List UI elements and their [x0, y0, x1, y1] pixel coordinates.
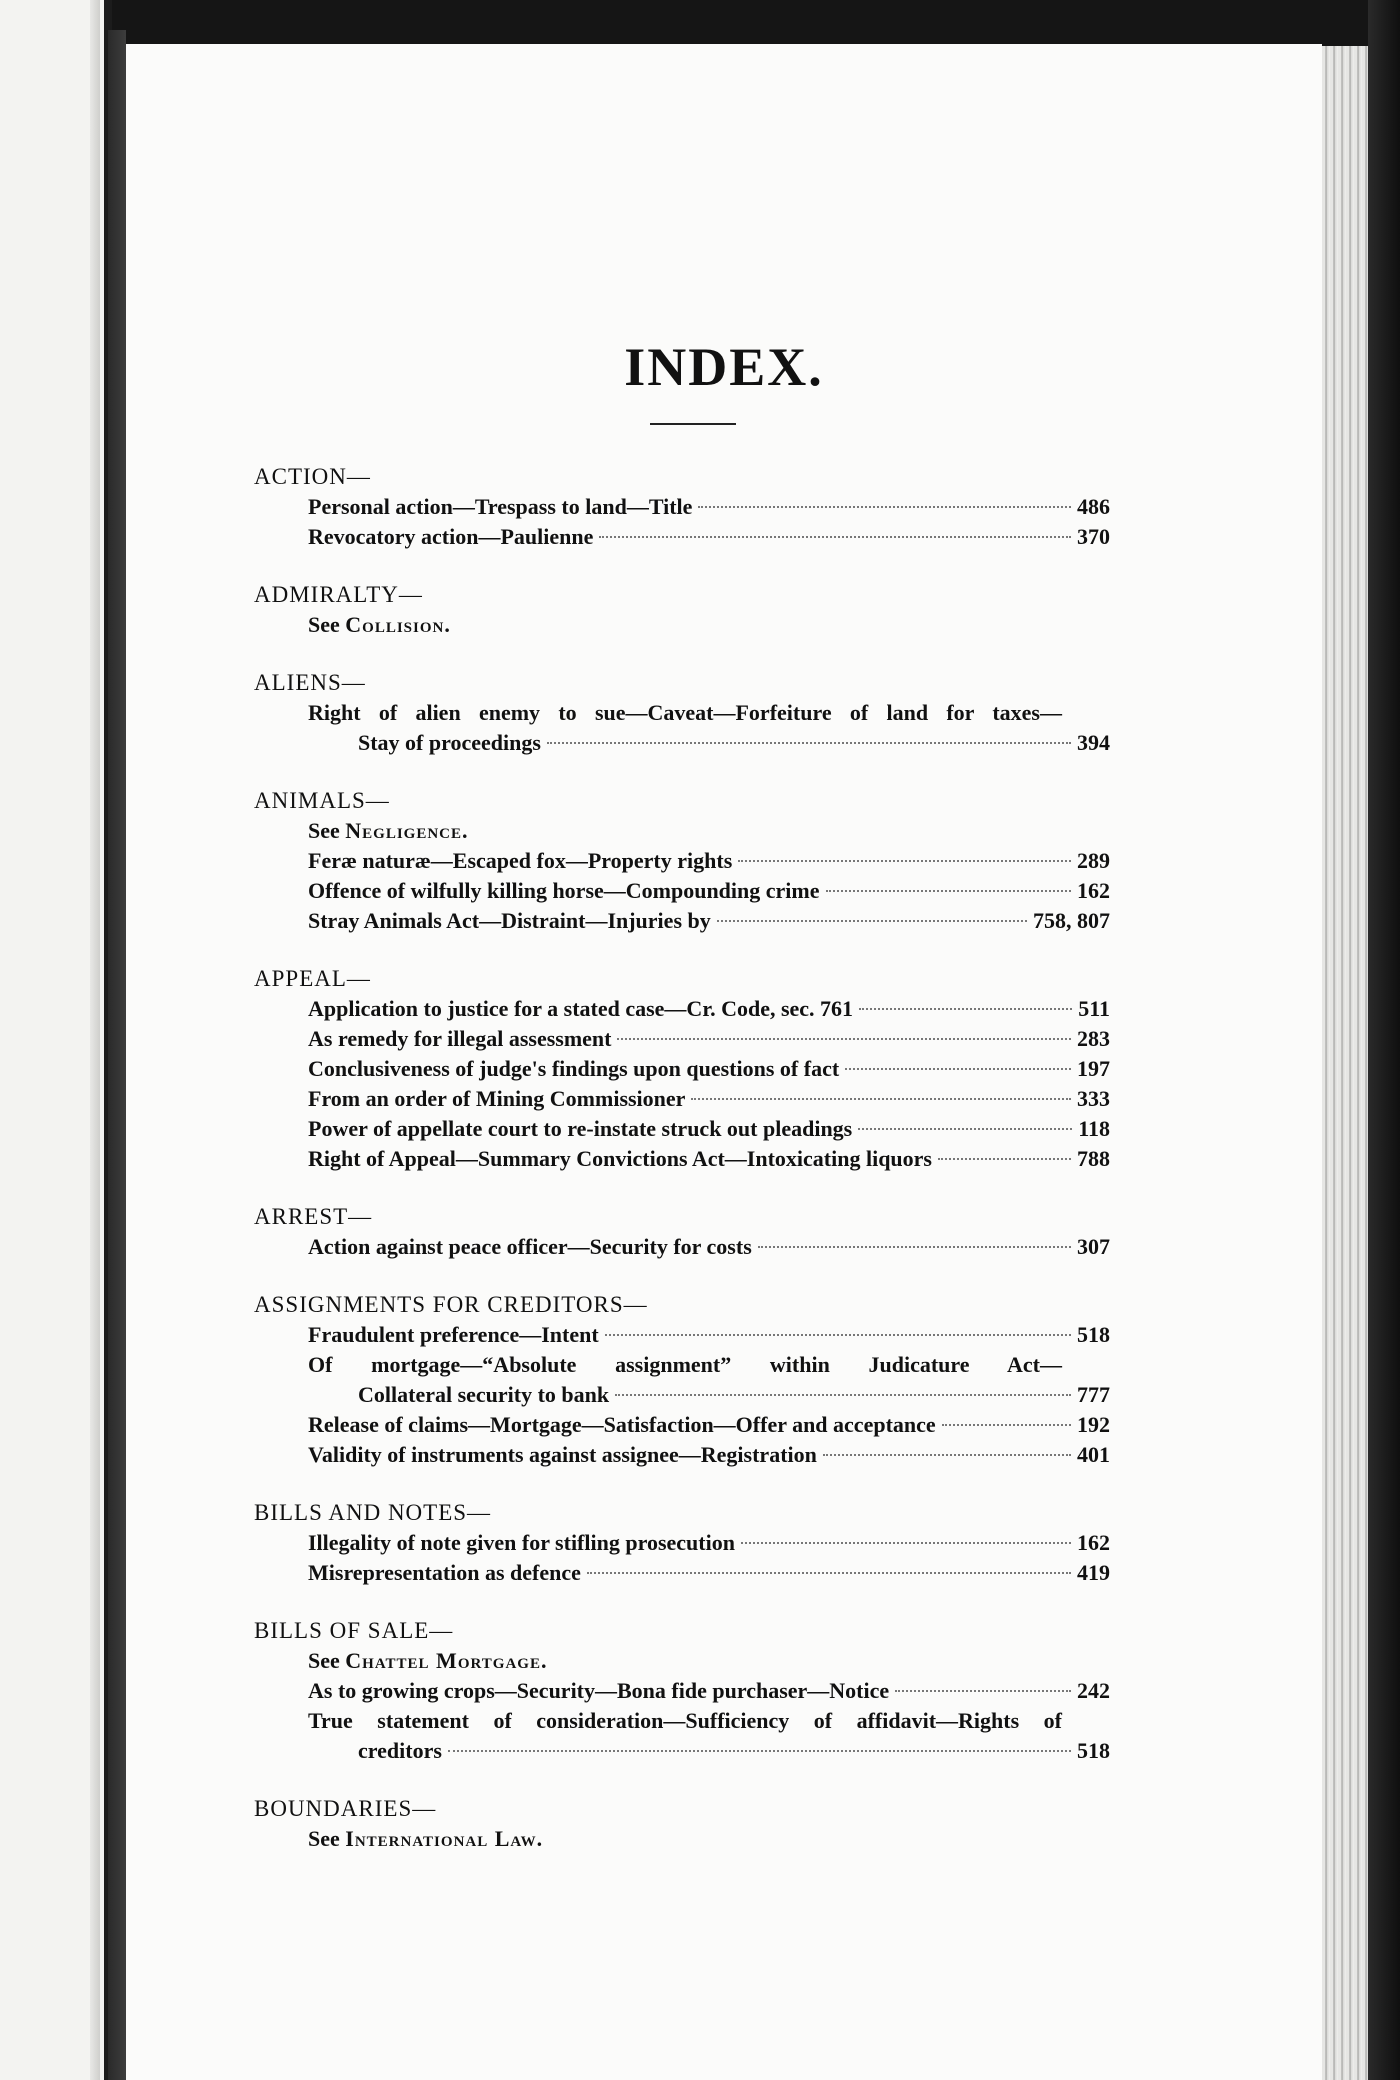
see-prefix: See: [308, 1648, 340, 1673]
dot-leader: [758, 1246, 1071, 1248]
index-entry: [254, 1054, 1110, 1084]
entry-text: Application to justice for a stated case—Cr. Code, sec. 761: [308, 996, 854, 1021]
index-heading: ANIMALS—: [254, 788, 390, 813]
entry-text-line2: Stay of proceedings: [358, 730, 541, 755]
see-target: Chattel Mortgage.: [345, 1648, 548, 1673]
entry-text: Personal action—Trespass to land—Title: [308, 494, 693, 519]
index-entry: [254, 1410, 1110, 1440]
index-entry: [254, 1528, 1110, 1558]
see-reference: [254, 816, 1110, 846]
dot-leader: [605, 1334, 1071, 1336]
entry-page: 242: [1077, 1678, 1110, 1703]
index-entry: [254, 522, 1110, 552]
see-reference: [254, 1646, 1110, 1676]
index-entry: [254, 1676, 1110, 1706]
dot-leader: [938, 1158, 1071, 1160]
entry-text: Power of appellate court to re-instate struck out pleadings: [308, 1116, 853, 1141]
dot-leader: [615, 1394, 1071, 1396]
facing-page-edge: [0, 0, 112, 2080]
entry-page: 486: [1077, 494, 1110, 519]
entry-text-line1: Of mortgage—“Absolute assignment” within Judicature Act—: [308, 1352, 1062, 1377]
index-entry: [254, 1084, 1110, 1114]
dot-leader: [942, 1424, 1071, 1426]
index-entry: [254, 1320, 1110, 1350]
index-entry: [254, 876, 1110, 906]
entry-text: Offence of wilfully killing horse—Compounding crime: [308, 878, 820, 903]
book-gutter: [108, 30, 126, 2080]
dot-leader: [617, 1038, 1071, 1040]
entry-text: From an order of Mining Commissioner: [308, 1086, 686, 1111]
index-entry: [254, 492, 1110, 522]
entry-page: 511: [1078, 996, 1110, 1021]
entry-page: 401: [1077, 1442, 1110, 1467]
dot-leader: [587, 1572, 1071, 1574]
see-target: Negligence.: [345, 818, 469, 843]
page-stack-edge: [1322, 46, 1368, 2080]
index-entry: [254, 994, 1110, 1024]
index-entry: [254, 728, 1110, 758]
entry-page: 289: [1077, 848, 1110, 873]
entry-page: 197: [1077, 1056, 1110, 1081]
entry-text: As remedy for illegal assessment: [308, 1026, 612, 1051]
dot-leader: [823, 1454, 1071, 1456]
index-heading: ACTION—: [254, 464, 371, 489]
index-entry: [254, 1114, 1110, 1144]
dot-leader: [691, 1098, 1071, 1100]
entry-text: Right of Appeal—Summary Convictions Act—Intoxicating liquors: [308, 1146, 932, 1171]
see-reference: [254, 610, 1110, 640]
dot-leader: [741, 1542, 1071, 1544]
dot-leader: [698, 506, 1071, 508]
entry-page: 283: [1077, 1026, 1110, 1051]
page-title: INDEX.: [624, 337, 824, 397]
index-heading: BOUNDARIES—: [254, 1796, 437, 1821]
entry-page: 307: [1077, 1234, 1110, 1259]
index-heading: BILLS OF SALE—: [254, 1618, 454, 1643]
entry-text: Feræ naturæ—Escaped fox—Property rights: [308, 848, 733, 873]
index-entry: [254, 1144, 1110, 1174]
entry-page: 118: [1078, 1116, 1110, 1141]
title-rule: [650, 423, 736, 425]
entry-text: Stray Animals Act—Distraint—Injuries by: [308, 908, 711, 933]
entry-text-line2: Collateral security to bank: [358, 1382, 610, 1407]
entry-text: Fraudulent preference—Intent: [308, 1322, 599, 1347]
entry-text: Action against peace officer—Security for costs: [308, 1234, 752, 1259]
entry-page: 333: [1077, 1086, 1110, 1111]
dot-leader: [826, 890, 1072, 892]
entry-text: Illegality of note given for stifling prosecution: [308, 1530, 735, 1555]
index-heading: ARREST—: [254, 1204, 373, 1229]
entry-page: 192: [1077, 1412, 1110, 1437]
entry-page: 162: [1077, 1530, 1110, 1555]
index-entries: [254, 462, 1110, 1854]
entry-page: 518: [1077, 1322, 1110, 1347]
book-cover-edge: [1368, 0, 1400, 2080]
entry-text: Misrepresentation as defence: [308, 1560, 581, 1585]
entry-page: 162: [1077, 878, 1110, 903]
entry-text: Conclusiveness of judge's findings upon questions of fact: [308, 1056, 840, 1081]
index-entry: [254, 1736, 1110, 1766]
dot-leader: [717, 920, 1027, 922]
index-heading: BILLS AND NOTES—: [254, 1500, 492, 1525]
entry-text: As to growing crops—Security—Bona fide purchaser—Notice: [308, 1678, 890, 1703]
see-prefix: See: [308, 612, 340, 637]
index-entry: [254, 1380, 1110, 1410]
see-reference: [254, 1824, 1110, 1854]
index-entry: [254, 1232, 1110, 1262]
index-entry: [254, 906, 1110, 936]
see-prefix: See: [308, 1826, 340, 1851]
entry-text-line2: creditors: [358, 1738, 442, 1763]
entry-page: 394: [1077, 730, 1110, 755]
see-target: Collision.: [345, 612, 451, 637]
index-heading: ASSIGNMENTS FOR CREDITORS—: [254, 1292, 648, 1317]
dot-leader: [738, 860, 1071, 862]
dot-leader: [859, 1008, 1072, 1010]
entry-text-line1: Right of alien enemy to sue—Caveat—Forfeiture of land for taxes—: [308, 700, 1062, 725]
dot-leader: [895, 1690, 1071, 1692]
see-prefix: See: [308, 818, 340, 843]
see-target: International Law.: [345, 1826, 544, 1851]
entry-text-line1: True statement of consideration—Sufficiency of affidavit—Rights of: [308, 1708, 1062, 1733]
index-heading: APPEAL—: [254, 966, 371, 991]
entry-page: 370: [1077, 524, 1110, 549]
dot-leader: [858, 1128, 1072, 1130]
index-entry: [254, 1558, 1110, 1588]
entry-page: 419: [1077, 1560, 1110, 1585]
entry-text: Validity of instruments against assignee—Registration: [308, 1442, 817, 1467]
index-entry: [254, 1024, 1110, 1054]
index-entry: [254, 846, 1110, 876]
dot-leader: [547, 742, 1071, 744]
entry-page: 777: [1077, 1382, 1110, 1407]
dot-leader: [599, 536, 1071, 538]
dot-leader: [845, 1068, 1071, 1070]
index-heading: ADMIRALTY—: [254, 582, 423, 607]
dot-leader: [448, 1750, 1071, 1752]
index-entry: [254, 1440, 1110, 1470]
entry-page: 758, 807: [1033, 908, 1110, 933]
entry-page: 518: [1077, 1738, 1110, 1763]
entry-page: 788: [1077, 1146, 1110, 1171]
entry-text: Release of claims—Mortgage—Satisfaction—Offer and acceptance: [308, 1412, 936, 1437]
index-heading: ALIENS—: [254, 670, 366, 695]
entry-text: Revocatory action—Paulienne: [308, 524, 594, 549]
